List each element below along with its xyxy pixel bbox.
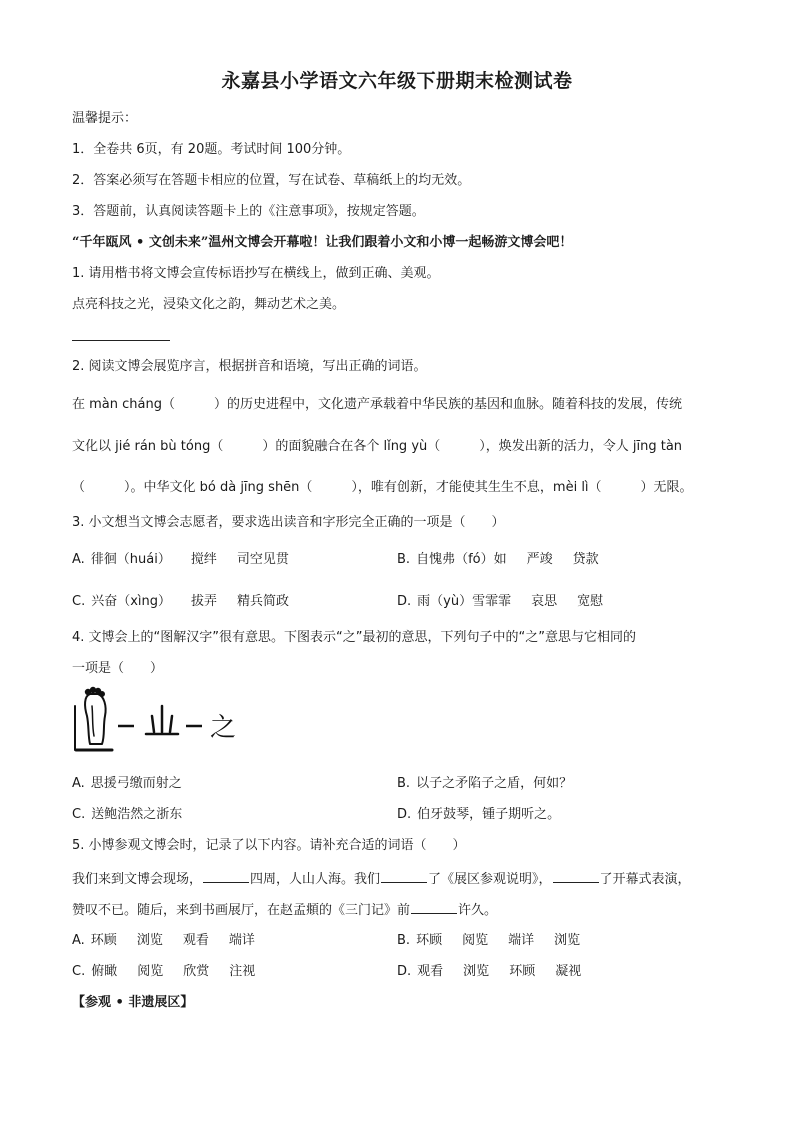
option-word: 哀思 — [531, 594, 558, 609]
q3-option-b[interactable] — [397, 551, 619, 569]
option-word: 贷款 — [572, 552, 599, 567]
q4-option-c[interactable] — [72, 806, 182, 824]
option-key: A. — [72, 552, 85, 567]
q5-blank-1[interactable] — [203, 870, 249, 883]
option-text: 伯牙鼓琴，锺子期听之。 — [417, 807, 561, 822]
option-word: 端详 — [508, 933, 535, 948]
option-word: 宽慰 — [577, 594, 604, 609]
option-key: B. — [397, 552, 411, 567]
q1-answer-line[interactable] — [72, 340, 170, 341]
intro-banner: “千年瓯风 • 文创未来”温州文博会开幕啦！让我们跟着小文和小博一起畅游文博会吧！ — [72, 235, 573, 250]
option-word: 阅览 — [137, 964, 164, 979]
q5-paragraph-line-1 — [72, 870, 691, 889]
tip-item-1: 1．全卷共 6页，有 20题。考试时间 100分钟。 — [72, 142, 351, 157]
option-word: 环顾 — [509, 964, 536, 979]
option-key: C. — [72, 807, 86, 822]
option-key: C. — [72, 964, 86, 979]
option-key: B. — [397, 933, 411, 948]
zhi-evolution-figure — [72, 686, 242, 756]
modern-zhi-char: 之 — [210, 713, 237, 743]
q2-stem: 2. 阅读文博会展览序言，根据拼音和语境，写出正确的词语。 — [72, 359, 427, 374]
tip-item-3: 3．答题前，认真阅读答题卡上的《注意事项》，按规定答题。 — [72, 204, 425, 219]
option-word: 搅绊 — [190, 552, 217, 567]
seal-zhi-glyph-icon — [146, 706, 178, 734]
option-word: 拔弄 — [191, 594, 218, 609]
option-key: A. — [72, 776, 85, 791]
option-word: 徘徊（huái） — [90, 552, 171, 567]
q4-option-d[interactable] — [397, 806, 560, 824]
q3-option-d[interactable] — [397, 593, 623, 611]
option-word: 观看 — [417, 964, 444, 979]
q5-blank-2[interactable] — [381, 870, 427, 883]
section-heading: 【参观 • 非遗展区】 — [72, 995, 194, 1010]
q5-blank-4[interactable] — [411, 901, 457, 914]
q1-stem: 1. 请用楷书将文博会宣传标语抄写在横线上，做到正确、美观。 — [72, 266, 440, 281]
q5-text: 许久。 — [458, 903, 498, 918]
q4-option-a[interactable] — [72, 775, 182, 793]
option-key: D. — [397, 964, 412, 979]
page-title: 永嘉县小学语文六年级下册期末检测试卷 — [221, 70, 573, 92]
option-key: C. — [72, 594, 86, 609]
q3-option-a[interactable] — [72, 551, 309, 569]
option-word: 浏览 — [136, 933, 163, 948]
q5-blank-3[interactable] — [553, 870, 599, 883]
q5-option-d[interactable] — [397, 963, 601, 981]
tip-item-2: 2．答案必须写在答题卡相应的位置，写在试卷、草稿纸上的均无效。 — [72, 173, 471, 188]
option-word: 浏览 — [554, 933, 581, 948]
option-text: 以子之矛陷子之盾，何如？ — [416, 776, 573, 791]
option-word: 精兵简政 — [237, 594, 290, 609]
option-key: D. — [397, 807, 412, 822]
option-key: D. — [397, 594, 412, 609]
option-word: 环顾 — [416, 933, 443, 948]
q5-text: 了《展区参观说明》， — [428, 872, 552, 887]
option-word: 注视 — [229, 964, 256, 979]
q4-stem-2: 一项是（ ） — [72, 661, 164, 676]
tips-heading: 温馨提示： — [72, 111, 138, 126]
q4-stem-1: 4. 文博会上的“图解汉字”很有意思。下图表示“之”最初的意思，下列句子中的“之”意思与它相同的 — [72, 630, 636, 645]
q5-text: 了开幕式表演， — [599, 872, 691, 887]
option-word: 兴奋（xìng） — [91, 594, 172, 609]
q3-option-c[interactable] — [72, 593, 309, 611]
option-word: 阅览 — [462, 933, 489, 948]
q5-option-b[interactable] — [397, 932, 600, 950]
q3-stem: 3. 小文想当文博会志愿者，要求选出读音和字形完全正确的一项是（ ） — [72, 515, 505, 530]
option-word: 雨（yù）雪霏霏 — [417, 594, 512, 609]
option-word: 环顾 — [90, 933, 117, 948]
option-text: 思援弓缴而射之 — [90, 776, 182, 791]
option-word: 欣赏 — [183, 964, 210, 979]
q5-text: 我们来到文博会现场， — [72, 872, 203, 887]
q2-line-2: 文化以 jié rán bù tóng（ ）的面貌融合在各个 lǐng yù（ ），焕发出新的活力，令人 jīng tàn — [72, 439, 683, 454]
option-key: B. — [397, 776, 411, 791]
q5-text: 四周，人山人海。我们 — [250, 872, 381, 887]
q5-option-a[interactable] — [72, 932, 275, 950]
q5-paragraph-line-2 — [72, 901, 497, 920]
zhi-evolution-svg — [72, 686, 242, 756]
option-word: 浏览 — [463, 964, 490, 979]
q5-stem: 5. 小博参观文博会时，记录了以下内容。请补充合适的词语（ ） — [72, 838, 466, 853]
option-word: 端详 — [228, 933, 255, 948]
q2-line-1: 在 màn cháng（ ）的历史进程中，文化遗产承载着中华民族的基因和血脉。随着科技的发展，传统 — [72, 397, 682, 412]
q5-text: 赞叹不已。随后，来到书画展厅，在赵孟頫的《三门记》前 — [72, 903, 411, 918]
q5-option-c[interactable] — [72, 963, 275, 981]
option-word: 俯瞰 — [91, 964, 118, 979]
q1-slogan: 点亮科技之光，浸染文化之韵，舞动艺术之美。 — [72, 297, 346, 312]
option-word: 自愧弗（fó）如 — [416, 552, 507, 567]
option-word: 严竣 — [526, 552, 553, 567]
q2-line-3: （ ）。中华文化 bó dà jīng shēn（ ），唯有创新，才能使其生生不息，mèi lì（ ）无限。 — [72, 480, 693, 495]
option-word: 观看 — [182, 933, 209, 948]
foot-pictograph-icon — [75, 688, 112, 750]
option-word: 凝视 — [555, 964, 582, 979]
option-word: 司空见贯 — [236, 552, 289, 567]
q4-option-b[interactable] — [397, 775, 572, 793]
option-text: 送鲍浩然之浙东 — [91, 807, 183, 822]
option-key: A. — [72, 933, 85, 948]
